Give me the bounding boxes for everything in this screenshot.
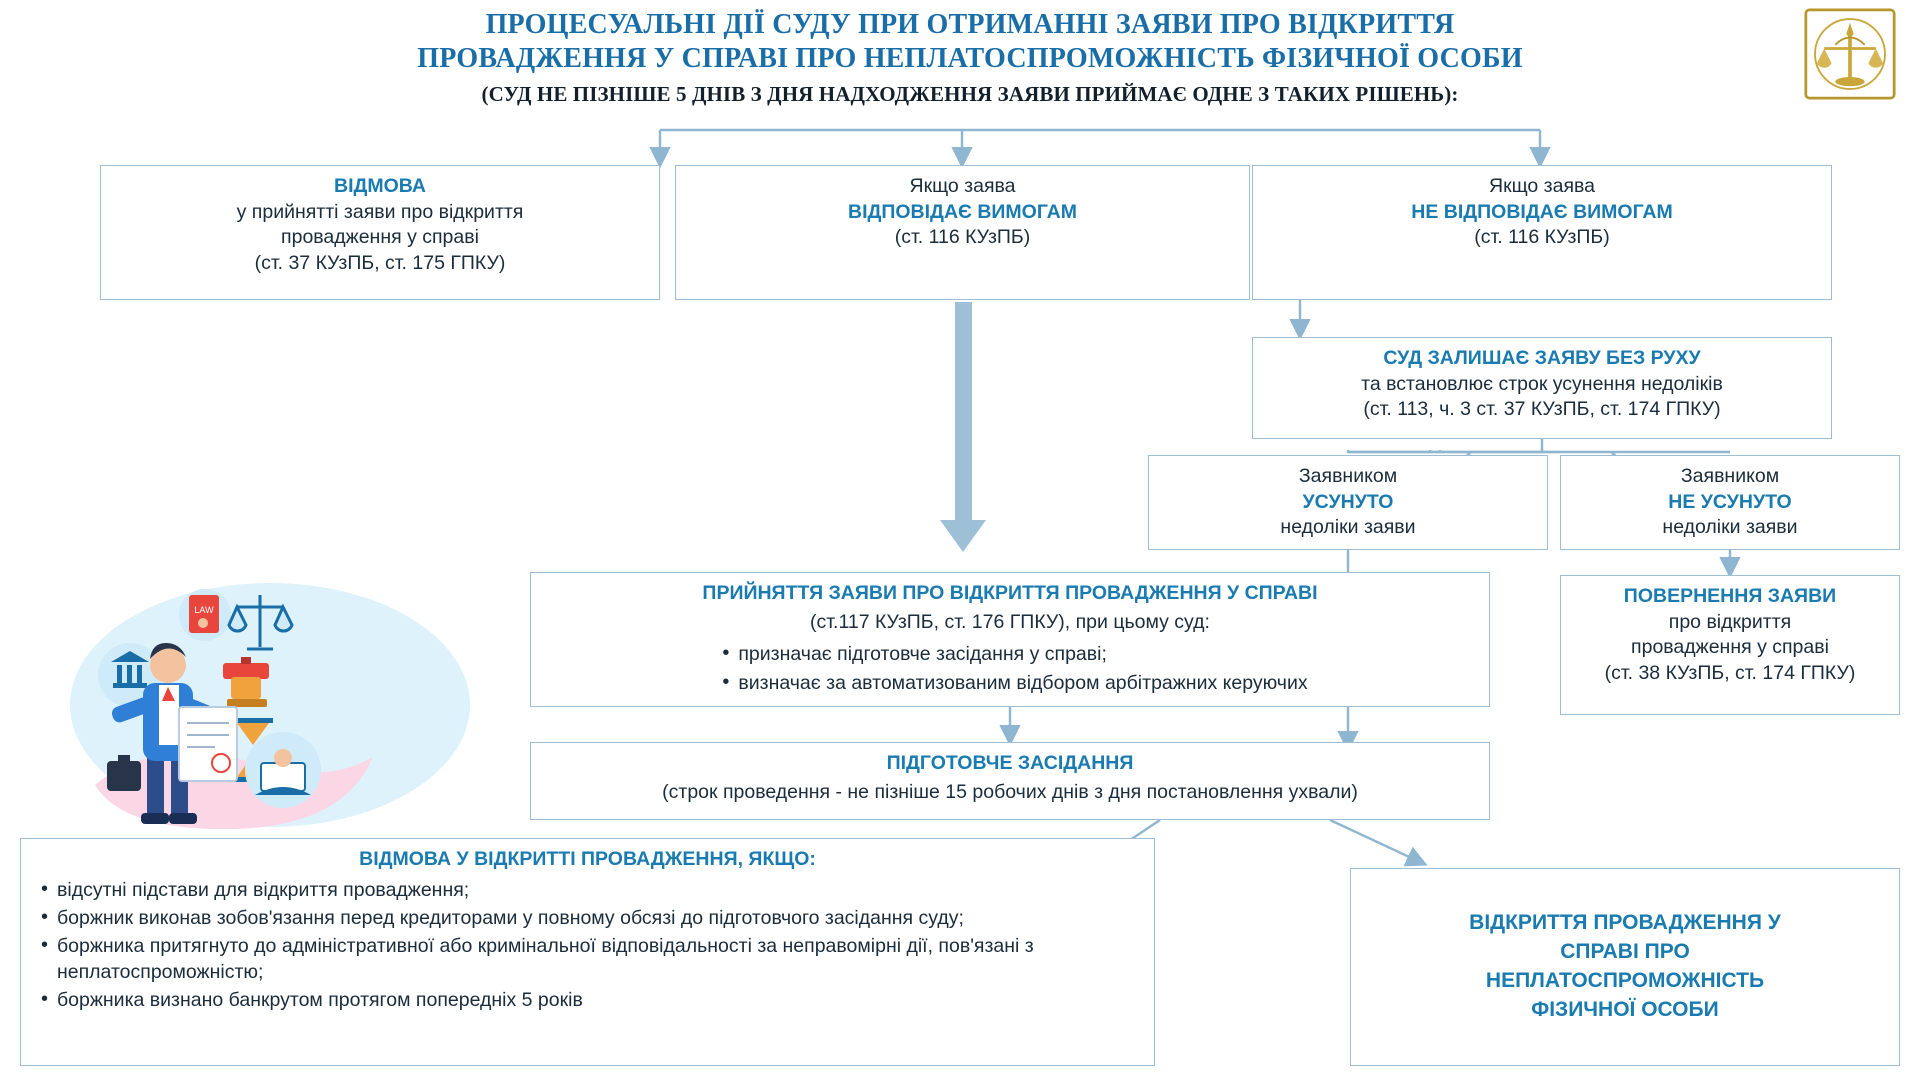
- title-line-1: ПРОЦЕСУАЛЬНІ ДІЇ СУДУ ПРИ ОТРИМАННІ ЗАЯВИ ПРО ВІДКРИТТЯ: [485, 9, 1455, 40]
- node-open-line3: НЕПЛАТОСПРОМОЖНІСТЬ: [1485, 969, 1765, 992]
- node-prep-line2: (строк проведення - не пізніше 15 робочих днів з дня постановлення ухвали): [662, 780, 1358, 803]
- node-application-left-without-motion: [1252, 337, 1832, 439]
- list-item: • визначає за автоматизованим відбором арбітражних керуючих: [738, 670, 1307, 696]
- node-not-fixed-line1: Заявником: [1680, 465, 1780, 487]
- node-fixed-line1: Заявником: [1298, 465, 1398, 487]
- node-meets-line1: Якщо заява: [909, 175, 1016, 197]
- node-deny-bullets: [31, 877, 1144, 1014]
- node-open-proceedings: [1350, 868, 1900, 1066]
- node-return-line4: (ст. 38 КУзПБ, ст. 174 ГПКУ): [1604, 662, 1856, 685]
- node-refusal-line3: (ст. 37 КУзПБ, ст. 175 ГПКУ): [254, 252, 506, 275]
- node-not-meets-requirements: [1252, 165, 1832, 300]
- node-stay-line3: (ст. 113, ч. 3 ст. 37 КУзПБ, ст. 174 ГПКУ): [1363, 398, 1721, 421]
- node-not-fixed-title: НЕ УСУНУТО: [1668, 490, 1792, 513]
- node-not-fixed-line3: недоліки заяви: [1662, 516, 1798, 539]
- node-defects-not-fixed: [1560, 455, 1900, 550]
- node-open-line1: ВІДКРИТТЯ ПРОВАДЖЕННЯ У: [1469, 911, 1781, 935]
- node-return-title: ПОВЕРНЕННЯ ЗАЯВИ: [1623, 585, 1837, 607]
- title-line-2: ПРОВАДЖЕННЯ У СПРАВІ ПРО НЕПЛАТОСПРОМОЖНІСТЬ ФІЗИЧНОЇ ОСОБИ: [417, 43, 1523, 75]
- list-item: • боржника визнано банкрутом протягом попередніх 5 років: [57, 987, 1144, 1013]
- node-meets-requirements: [675, 165, 1250, 300]
- node-not-meets-line1: Якщо заява: [1488, 175, 1596, 197]
- node-not-meets-title: НЕ ВІДПОВІДАЄ ВИМОГАМ: [1411, 200, 1673, 223]
- node-deny-title: ВІДМОВА У ВІДКРИТТІ ПРОВАДЖЕННЯ, ЯКЩО:: [359, 848, 816, 870]
- node-refusal-title: ВІДМОВА: [334, 175, 426, 197]
- node-return-line3: провадження у справі: [1631, 636, 1829, 659]
- list-item: • боржник виконав зобов'язання перед кредиторами у повному обсязі до підготовчого засідання суду;: [57, 905, 1144, 931]
- list-item: • боржника притягнуто до адміністративної або кримінальної відповідальності за неправомірні дії, пов'язані з неплатоспроможністю;: [57, 933, 1144, 985]
- node-accept-line2: (ст.117 КУзПБ, ст. 176 ГПКУ), при цьому суд:: [810, 610, 1210, 633]
- node-fixed-title: УСУНУТО: [1302, 490, 1394, 513]
- court-emblem-icon: [1804, 8, 1896, 100]
- node-stay-title: СУД ЗАЛИШАЄ ЗАЯВУ БЕЗ РУХУ: [1383, 347, 1701, 369]
- big-arrow-meets-to-accept: [940, 302, 986, 552]
- node-prep-title: ПІДГОТОВЧЕ ЗАСІДАННЯ: [886, 752, 1134, 774]
- node-defects-fixed: [1148, 455, 1548, 550]
- node-accept-bullets: [712, 639, 1307, 697]
- page-title: [300, 8, 1640, 107]
- node-refusal: [100, 165, 660, 300]
- illustration-legal-person: [55, 555, 495, 845]
- list-item: • призначає підготовче засідання у справі;: [738, 641, 1307, 667]
- node-meets-title: ВІДПОВІДАЄ ВИМОГАМ: [847, 200, 1077, 223]
- node-accept-application: [530, 572, 1490, 707]
- node-not-meets-line3: (ст. 116 КУзПБ): [1474, 226, 1610, 249]
- node-open-text: [1469, 909, 1781, 1025]
- node-stay-line2: та встановлює строк усунення недоліків: [1361, 372, 1723, 395]
- node-open-line2: СПРАВІ ПРО: [1560, 940, 1690, 964]
- node-return-line2: про відкриття: [1668, 610, 1792, 633]
- node-fixed-line3: недоліки заяви: [1280, 516, 1416, 539]
- list-item: • відсутні підстави для відкриття провадження;: [57, 877, 1144, 903]
- node-meets-line3: (ст. 116 КУзПБ): [894, 226, 1031, 249]
- node-preparatory-hearing: [530, 742, 1490, 820]
- node-deny-opening: [20, 838, 1155, 1066]
- node-refusal-line1: у прийнятті заяви про відкриття: [236, 200, 524, 223]
- node-open-line4: ФІЗИЧНОЇ ОСОБИ: [1531, 997, 1719, 1021]
- title-subtitle: (СУД НЕ ПІЗНІШЕ 5 ДНІВ З ДНЯ НАДХОДЖЕННЯ ЗАЯВИ ПРИЙМАЄ ОДНЕ З ТАКИХ РІШЕНЬ):: [481, 82, 1459, 107]
- node-return-application: [1560, 575, 1900, 715]
- node-refusal-line2: провадження у справі: [281, 226, 479, 249]
- svg-text:LAW: LAW: [194, 605, 214, 615]
- node-accept-title: ПРИЙНЯТТЯ ЗАЯВИ ПРО ВІДКРИТТЯ ПРОВАДЖЕННЯ У СПРАВІ: [702, 582, 1318, 604]
